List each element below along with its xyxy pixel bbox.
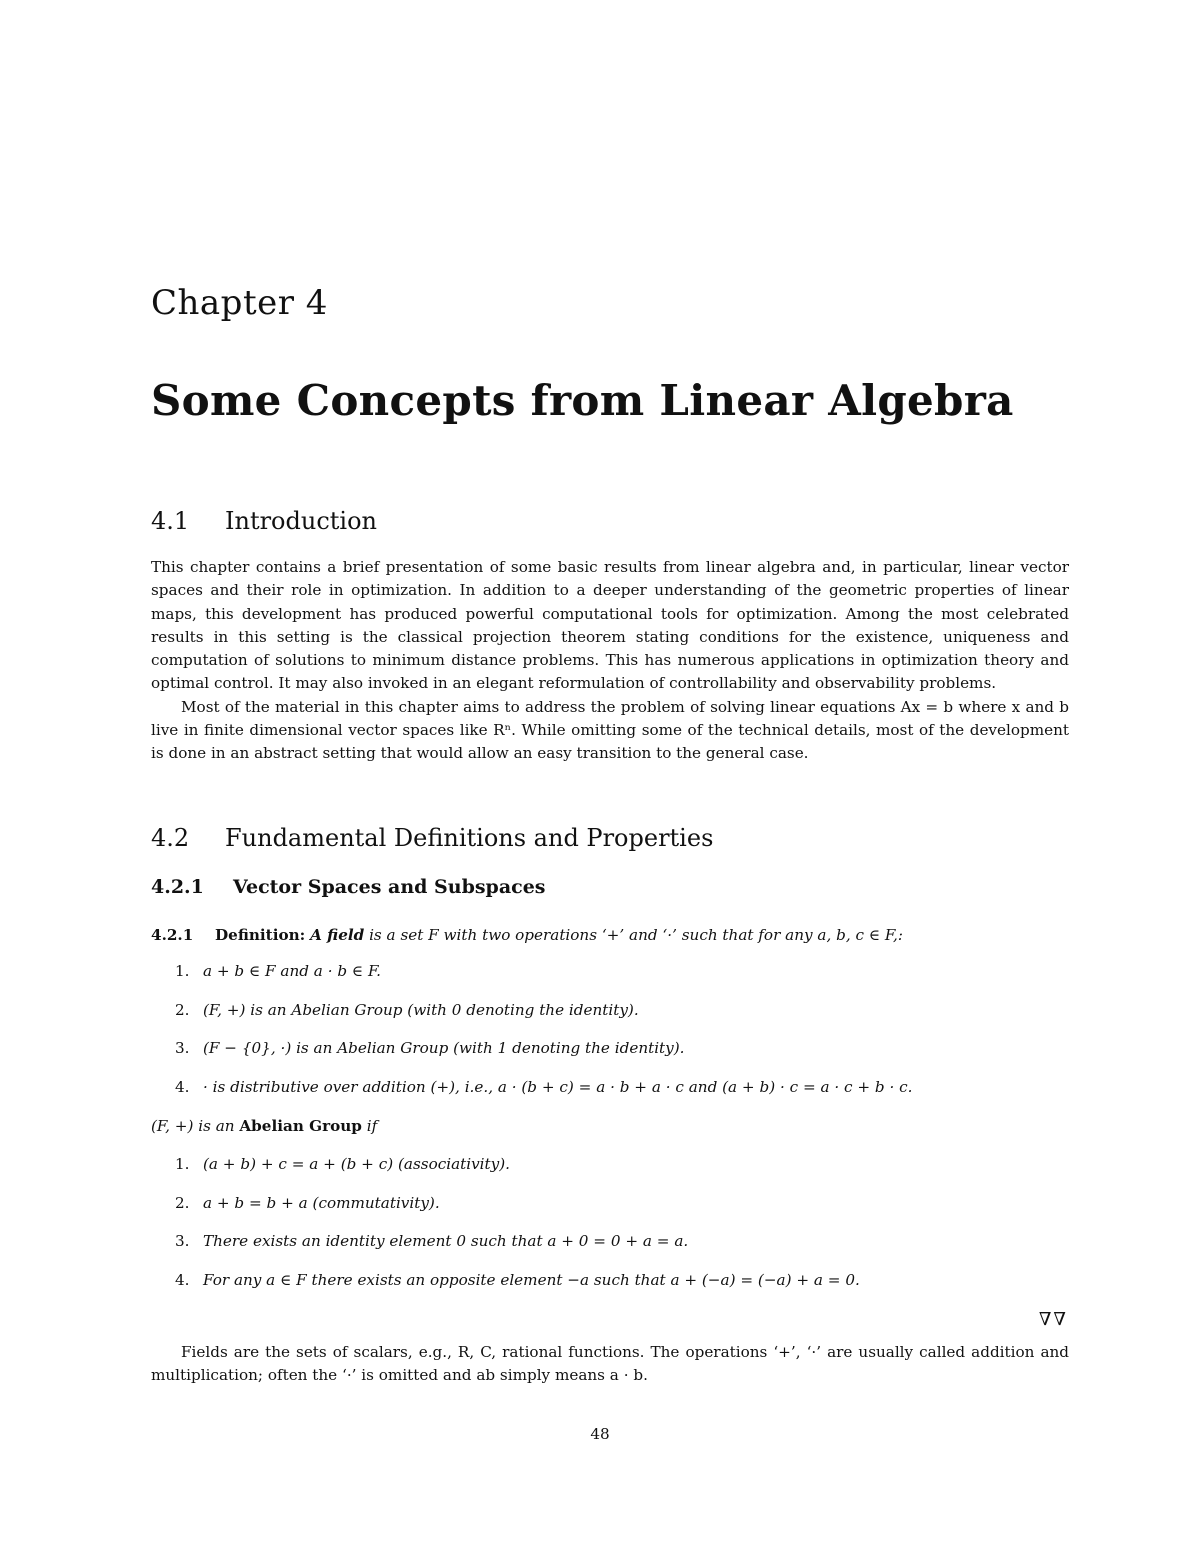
definition-term: A field (310, 926, 365, 944)
definition-label: Definition: (215, 926, 306, 944)
list-item: 1. (a + b) + c = a + (b + c) (associativity). (175, 1155, 510, 1173)
abelian-axioms-list (175, 1155, 860, 1309)
intro-paragraph-1: This chapter contains a brief presentation of some basic results from linear algebra and, in particular, linear vector spaces and their role in optimization. In addition to a deeper understanding of the geometric properties of linear maps, this development has produced powerful computational tools for optimization. Among the most celebrated results in this setting is the classical projection theorem stating conditions for the existence, uniqueness and computation of solutions to minimum distance problems. This has numerous applications in optimization theory and optimal control. It may also invoked in an elegant reformulation of controllability and observability problems. (151, 558, 1069, 693)
section-number: 4.1 (151, 507, 190, 535)
end-of-definition-mark: ∇∇ (1038, 1309, 1068, 1330)
subsection-heading (151, 876, 546, 898)
definition-number: 4.2.1 (151, 926, 194, 944)
abelian-group-term: Abelian Group (239, 1117, 362, 1135)
chapter-title: Some Concepts from Linear Algebra (151, 376, 1014, 425)
section-heading-introduction (151, 507, 377, 535)
chapter-label: Chapter 4 (151, 283, 328, 323)
list-item: 3. There exists an identity element 0 such that a + 0 = 0 + a = a. (175, 1232, 689, 1250)
definition-field (151, 926, 903, 944)
section-heading-fundamental (151, 824, 713, 852)
closing-paragraph: Fields are the sets of scalars, e.g., R, C, rational functions. The operations ‘+’, ‘·’ are usually called addition and multiplication; often the ‘·’ is omitted and ab simply means a · b. (151, 1343, 1069, 1385)
list-item: 2. a + b = b + a (commutativity). (175, 1193, 440, 1212)
section-title: Fundamental Definitions and Properties (225, 824, 714, 852)
introduction-body (151, 556, 1069, 766)
list-item: 1. a + b ∈ F and a · b ∈ F. (175, 962, 381, 980)
intro-paragraph-2: Most of the material in this chapter aims to address the problem of solving linear equations Ax = b where x and b live in finite dimensional vector spaces like Rⁿ. While omitting some of the technical details, most of the development is done in an abstract setting that would allow an easy transition to the general case. (151, 697, 1069, 763)
page-number: 48 (590, 1425, 610, 1443)
field-axioms-list (175, 962, 912, 1116)
subsection-number: 4.2.1 (151, 876, 204, 898)
list-item: 4. For any a ∈ F there exists an opposite element −a such that a + (−a) = (−a) + a = 0. (175, 1270, 860, 1289)
section-number: 4.2 (151, 824, 190, 852)
section-title: Introduction (225, 507, 377, 535)
definition-body: is a set F with two operations ‘+’ and ‘·’ such that for any a, b, c ∈ F,: (369, 926, 904, 944)
list-item: 3. (F − {0}, ·) is an Abelian Group (with 1 denoting the identity). (175, 1039, 685, 1057)
list-item: 2. (F, +) is an Abelian Group (with 0 denoting the identity). (175, 1000, 639, 1019)
subsection-title: Vector Spaces and Subspaces (233, 876, 546, 898)
list-item: 4. · is distributive over addition (+), i.e., a · (b + c) = a · b + a · c and (a + b) · c = a · c + b · c. (175, 1077, 913, 1096)
abelian-group-heading: (F, +) is an Abelian Group if (151, 1117, 378, 1135)
